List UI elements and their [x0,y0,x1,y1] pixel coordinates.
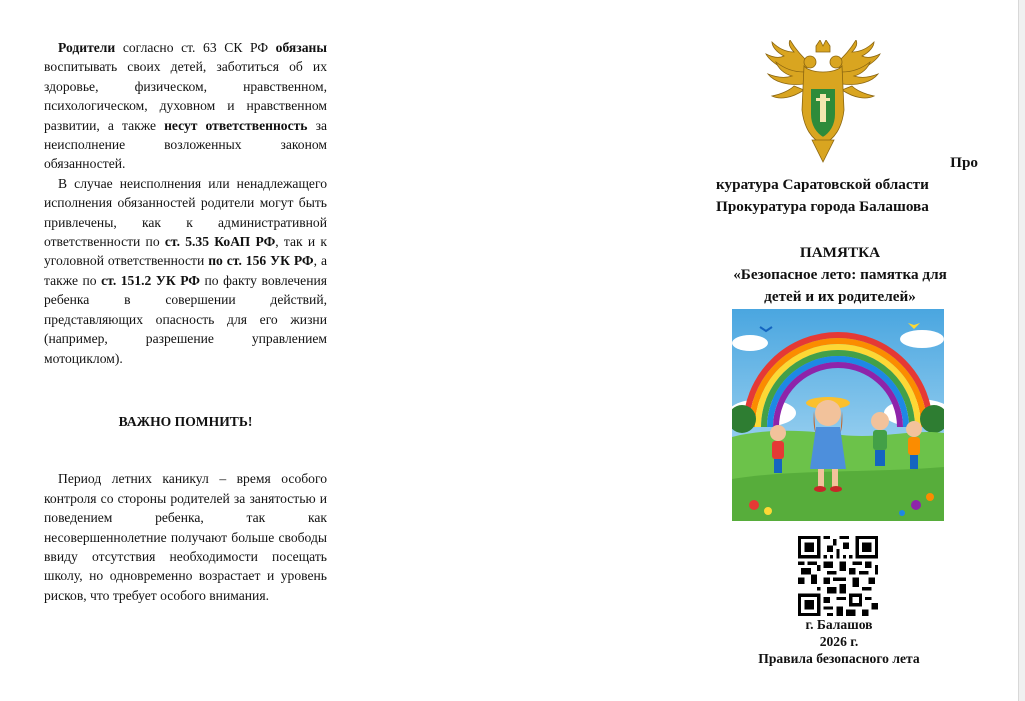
organization-block [716,152,978,218]
footer-block [716,616,962,667]
paragraph-liability [44,174,327,368]
text: В случае неисполнения или ненадлежащего исполнения обязанностей родители могут быть привлечены, как к административной ответственности по [44,175,327,250]
text-bold: ст. 151.2 УК РФ [101,272,200,288]
prosecutor-emblem-icon [764,40,882,166]
qr-code-icon [797,536,879,616]
text: , так и к уголовной ответственности [44,234,327,269]
text: Период летних каникул – время особого контроля со стороны родителей за занятостью и поведением ребенка, так как несовершеннолетние получают больше свободы ввиду отсутствия необходимости посещать школу, но одновременно возрастает и уровень рисков, что требует особого внимания. [44,471,327,603]
left-column [44,38,327,605]
paragraph-summer-control [44,469,327,605]
rainbow-children-illustration-icon [732,309,944,521]
title-memo: ПАМЯТКА [799,244,881,261]
text-bold: несут ответственность [164,117,308,133]
title-subtitle: «Безопасное лето: памятка для детей и их родителей» [733,266,947,305]
org-line-region: куратура Саратовской области [716,176,929,193]
brochure-title [716,242,964,308]
important-heading: ВАЖНО ПОМНИТЬ! [118,413,253,429]
page-edge [1018,0,1025,701]
text: согласно ст. 63 СК РФ [115,40,276,55]
text-bold: обязаны [275,40,327,55]
org-fragment: Про [950,154,978,171]
text: по факту вовлечения ребенка в совершении действий, представляющих опасность для его жизни (например, разрешение управлением мотоциклом). [44,272,328,366]
text: , а также по [44,253,327,288]
rules-label: Правила безопасного лета [758,651,920,666]
text-bold: Родители [58,40,116,55]
org-line-city: Прокуратура города Балашова [716,198,929,215]
text: воспитывать своих детей, заботиться об их здоровье, физическом, нравственном, психологическом, духовном и нравственном развитии, а также [44,59,327,133]
city-label: г. Балашов [805,617,873,632]
year-label: 2026 г. [819,634,859,649]
text-bold: ст. 5.35 КоАП РФ [164,234,276,250]
text-bold: по ст. 156 УК РФ [208,253,314,269]
paragraph-parents-duties [44,38,327,174]
text: за неисполнение возложенных законом обязанностей. [44,117,327,172]
